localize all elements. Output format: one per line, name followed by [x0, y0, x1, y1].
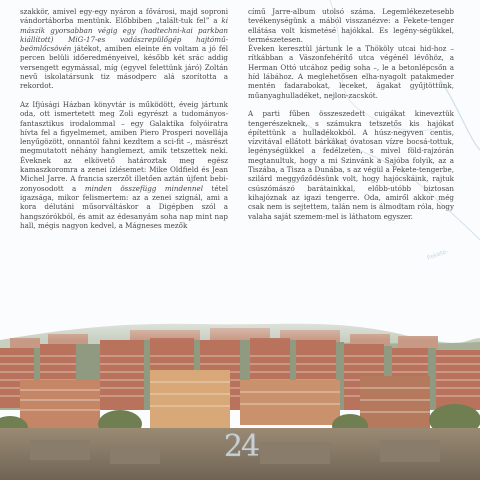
right-text-column [248, 7, 454, 347]
paragraph: Éveken keresztül jártunk le a Thököly utcai hid-hoz – rítkábban a Vászonfehérítő utca végénél lévőhöz, a Herman Ottó utcához pedig soha –, le a betonlépcsőn a híd lábához. A meglehetősen elha-nyagolt patakmeder mentén fadarabokat, leceket, ágakat gyűjtöttünk, műanyaghulladéket, nejlon-zacskót. [248, 44, 454, 100]
page-number: 24 [223, 429, 259, 464]
left-text-column [20, 7, 228, 347]
paragraph: Az Ifjúsági Házban könyvtár is működött, éveig jártunk oda, ott ismertetett meg Zoli egyrészt a tudományos-fantasztikus irodalommal – egy Galaktika folyóiratra hívta fel a figyelmemet, amiben Piero Prosperi novellája lenyűgözött, onnantól fahni kezdtem a sci-fit –, másrészt megmutatott néhány hanglemezt, amik tetszettek neki. Éveknek az elkövető határoztak meg egész kamaszkoromra a zenei ízlésemet: Mike Oldfield és Jean Michel Jarre. A francia szerzőt illetően aztán újfent bebi-zonyosodott a minden összefügg mindennel tétel igazsága, mikor felismertem: az a zenei szignál, ami a kora délutáni műsorváltáskor a Digépben szól a hangszórókból, és amit az édesanyám soha nap mint nap hall, mégis nagyon kedvel, a Mágneses mezők [20, 99, 228, 230]
paragraph: című Jarre-album utolsó száma. Legemlékezetesebb tevékenységünk a mából visszanézve: a Fekete-tenger ellátása volt kísmetésé hajókkal. Es legény-ségükkel, természetesen. [248, 7, 454, 44]
map-label-black-sea: Fekete- [426, 247, 450, 262]
paragraph: A parti fűben összeszedett cuigákat kineveztük tengerészeknek, s számukra tetszetős kis hajókat építettünk a hulladékokból. A húsz-negyven centis, vízvitával ellátott bárkákat óvatosan vízre bocsá-tottuk, legénységükkel a fedélzeten, s mivel föld-rajzórán megtanultuk, hogy a mi Szinvánk a Sajóba folyik, az a Tiszába, a Tisza a Dunába, s az végül a Fekete-tengerbe, szilárd meggyőződésünk volt, hogy hajócskáink, rajtuk csúszómászó barátainkkal, előbb-utóbb biztosan kihajóznak az igazi tengerre. Oda, amiről akkor még csak nem is sejtettem, talán nem is álmodtam róla, hogy valaha saját szemem-mel is láthatom egyszer. [248, 109, 454, 221]
top-fade [0, 300, 480, 340]
paragraph: szakkör, amivel egy-egy nyáron a fővárosi, majd soproni vándortáborba mentünk. Előbbiben „talált-tuk fel” a ki mászik gyorsabban végig egy (hadtechni-kai parkban kiállított) MiG-17-es vadászrepülőgép hajtómű-beömlőcsövén játékot, amiben eleinte én voltam a jó fél percen belüli időeredményeivel, később két srác addig versengett egymással, míg (egyvel felettünk járó) Zoltán nevű iskolatársunk tiz másodperc alá szorította a rekordot. [20, 7, 228, 91]
